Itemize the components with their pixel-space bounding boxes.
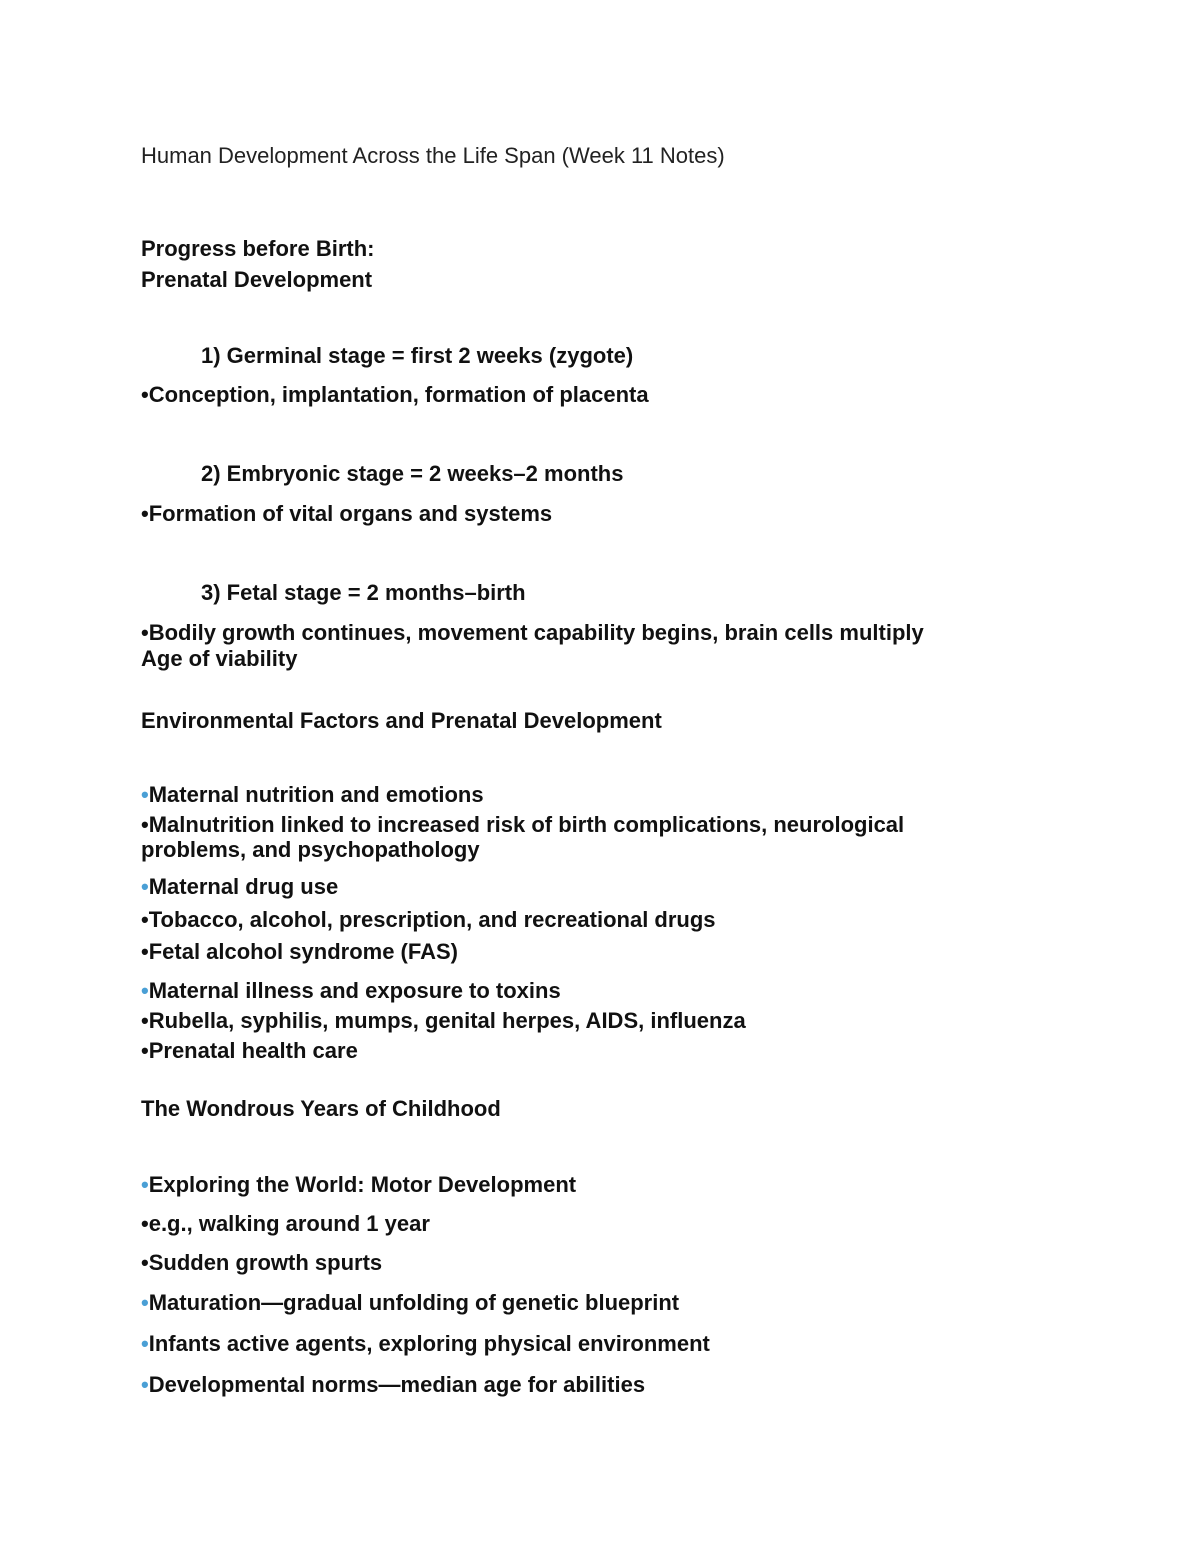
stage-embryonic: 2) Embryonic stage = 2 weeks–2 months — [201, 461, 624, 486]
list-item: •Maternal drug use — [141, 874, 339, 899]
list-item: •Formation of vital organs and systems — [141, 501, 553, 526]
list-item: •Sudden growth spurts — [141, 1250, 383, 1275]
list-item: •Fetal alcohol syndrome (FAS) — [141, 939, 458, 964]
list-item: •Maternal nutrition and emotions — [141, 782, 484, 807]
list-item: •Malnutrition linked to increased risk of birth complications, neurological problems, and psychopathology — [141, 812, 905, 862]
stage-fetal: 3) Fetal stage = 2 months–birth — [201, 580, 526, 605]
bullet-icon: • — [141, 874, 149, 899]
bullet-icon: • — [141, 978, 149, 1003]
bullet-icon: • — [141, 1211, 149, 1236]
list-item: •Tobacco, alcohol, prescription, and recreational drugs — [141, 907, 716, 932]
bullet-icon: • — [141, 1038, 149, 1063]
list-item: •Prenatal health care — [141, 1038, 358, 1063]
bullet-icon: • — [141, 1290, 149, 1315]
section-heading-prenatal: Prenatal Development — [141, 267, 373, 292]
bullet-icon: • — [141, 1372, 149, 1397]
bullet-icon: • — [141, 939, 149, 964]
section-heading-progress: Progress before Birth: — [141, 236, 375, 261]
list-item: •Conception, implantation, formation of placenta — [141, 382, 649, 407]
list-item: •Maturation—gradual unfolding of genetic blueprint — [141, 1290, 680, 1315]
document-title: Human Development Across the Life Span (Week 11 Notes) — [141, 143, 725, 168]
viability-text: Age of viability — [141, 646, 298, 671]
section-heading-childhood: The Wondrous Years of Childhood — [141, 1096, 501, 1121]
bullet-icon: • — [141, 620, 149, 645]
bullet-icon: • — [141, 1250, 149, 1275]
bullet-icon: • — [141, 1172, 149, 1197]
bullet-icon: • — [141, 1008, 149, 1033]
list-item: •Bodily growth continues, movement capability begins, brain cells multiply — [141, 620, 924, 645]
list-item: •Infants active agents, exploring physical environment — [141, 1331, 710, 1356]
stage-germinal: 1) Germinal stage = first 2 weeks (zygote) — [201, 343, 634, 368]
bullet-icon: • — [141, 382, 149, 407]
bullet-icon: • — [141, 1331, 149, 1356]
bullet-icon: • — [141, 812, 149, 837]
section-heading-environmental: Environmental Factors and Prenatal Development — [141, 708, 662, 733]
bullet-icon: • — [141, 907, 149, 932]
bullet-icon: • — [141, 782, 149, 807]
list-item: •e.g., walking around 1 year — [141, 1211, 430, 1236]
list-item: •Exploring the World: Motor Development — [141, 1172, 577, 1197]
list-item: •Rubella, syphilis, mumps, genital herpes, AIDS, influenza — [141, 1008, 746, 1033]
list-item: •Maternal illness and exposure to toxins — [141, 978, 561, 1003]
list-item: •Developmental norms—median age for abilities — [141, 1372, 646, 1397]
bullet-icon: • — [141, 501, 149, 526]
